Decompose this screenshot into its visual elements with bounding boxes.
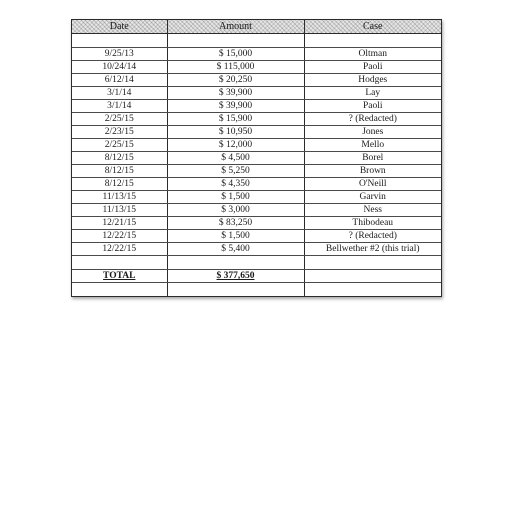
amount-cell: $ 83,250	[167, 217, 304, 230]
blank-cell	[72, 256, 167, 270]
table-body	[72, 34, 441, 297]
date-cell: 8/12/15	[72, 152, 167, 165]
amount-cell: $ 4,350	[167, 178, 304, 191]
case-cell: ? (Redacted)	[304, 113, 441, 126]
case-cell: Paoli	[304, 61, 441, 74]
case-cell: Lay	[304, 87, 441, 100]
column-header-amount: Amount	[167, 20, 304, 34]
date-cell: 2/25/15	[72, 113, 167, 126]
case-cell: Paoli	[304, 100, 441, 113]
blank-cell	[167, 34, 304, 48]
amount-cell: $ 39,900	[167, 87, 304, 100]
case-cell: Borel	[304, 152, 441, 165]
total-amount: $ 377,650	[167, 270, 304, 283]
blank-cell	[304, 270, 441, 283]
case-cell: Oltman	[304, 48, 441, 61]
case-cell: Jones	[304, 126, 441, 139]
date-cell: 12/22/15	[72, 243, 167, 256]
table-row	[72, 204, 441, 217]
table-row	[72, 100, 441, 113]
case-cell: Mello	[304, 139, 441, 152]
amount-cell: $ 12,000	[167, 139, 304, 152]
table-row	[72, 165, 441, 178]
date-cell: 6/12/14	[72, 74, 167, 87]
date-cell: 11/13/15	[72, 191, 167, 204]
table-row	[72, 74, 441, 87]
table-row	[72, 152, 441, 165]
amount-cell: $ 15,900	[167, 113, 304, 126]
column-header-case: Case	[304, 20, 441, 34]
case-cell: Thibodeau	[304, 217, 441, 230]
case-cell: Bellwether #2 (this trial)	[304, 243, 441, 256]
date-cell: 3/1/14	[72, 87, 167, 100]
table-row	[72, 178, 441, 191]
blank-cell	[304, 34, 441, 48]
case-cell: ? (Redacted)	[304, 230, 441, 243]
case-cell: O'Neill	[304, 178, 441, 191]
date-cell: 8/12/15	[72, 178, 167, 191]
date-cell: 12/21/15	[72, 217, 167, 230]
amount-cell: $ 39,900	[167, 100, 304, 113]
column-header-date: Date	[72, 20, 167, 34]
table-row	[72, 126, 441, 139]
date-cell: 2/23/15	[72, 126, 167, 139]
case-cell: Brown	[304, 165, 441, 178]
blank-cell	[304, 283, 441, 297]
case-cell: Hodges	[304, 74, 441, 87]
blank-cell	[304, 256, 441, 270]
table-row	[72, 139, 441, 152]
amount-cell: $ 1,500	[167, 191, 304, 204]
table-row	[72, 243, 441, 256]
table-row	[72, 87, 441, 100]
amount-cell: $ 115,000	[167, 61, 304, 74]
date-cell: 2/25/15	[72, 139, 167, 152]
header-row	[72, 20, 441, 34]
table-row	[72, 113, 441, 126]
table-row	[72, 217, 441, 230]
blank-cell	[167, 256, 304, 270]
blank-row	[72, 256, 441, 270]
date-cell: 8/12/15	[72, 165, 167, 178]
table-row	[72, 61, 441, 74]
date-cell: 9/25/13	[72, 48, 167, 61]
case-cell: Ness	[304, 204, 441, 217]
date-cell: 3/1/14	[72, 100, 167, 113]
table-row	[72, 230, 441, 243]
blank-cell	[167, 283, 304, 297]
total-label: TOTAL	[72, 270, 167, 283]
date-cell: 10/24/14	[72, 61, 167, 74]
payments-table	[72, 20, 441, 296]
amount-cell: $ 4,500	[167, 152, 304, 165]
amount-cell: $ 3,000	[167, 204, 304, 217]
date-cell: 11/13/15	[72, 204, 167, 217]
payments-table-container	[71, 19, 442, 297]
table-row	[72, 48, 441, 61]
amount-cell: $ 15,000	[167, 48, 304, 61]
date-cell: 12/22/15	[72, 230, 167, 243]
blank-cell	[72, 34, 167, 48]
blank-row	[72, 34, 441, 48]
amount-cell: $ 1,500	[167, 230, 304, 243]
blank-cell	[72, 283, 167, 297]
amount-cell: $ 5,400	[167, 243, 304, 256]
table-row	[72, 191, 441, 204]
total-row	[72, 270, 441, 283]
blank-row	[72, 283, 441, 297]
amount-cell: $ 20,250	[167, 74, 304, 87]
amount-cell: $ 5,250	[167, 165, 304, 178]
amount-cell: $ 10,950	[167, 126, 304, 139]
case-cell: Garvin	[304, 191, 441, 204]
